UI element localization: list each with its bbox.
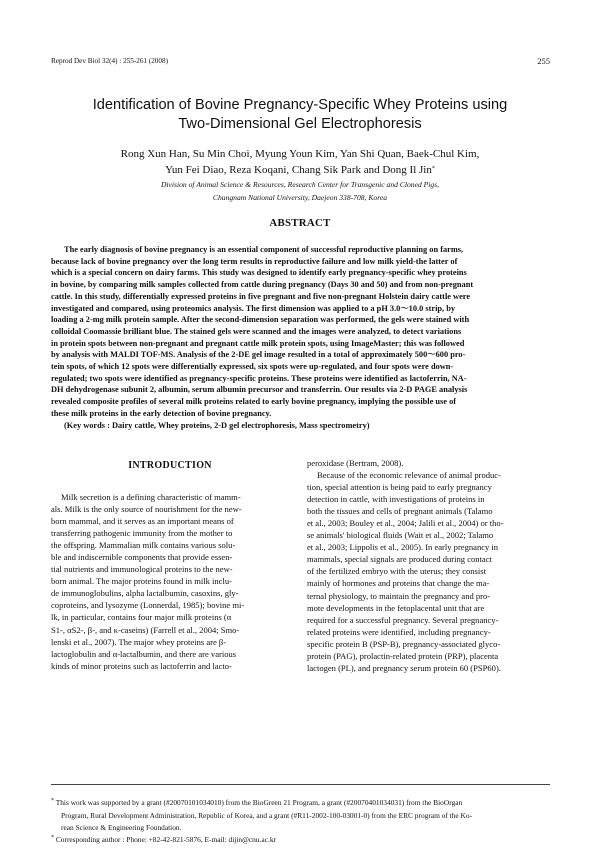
affiliation-line: Chungnam National University, Daejeon 338-708, Korea [212,193,388,202]
body-line: kinds of minor proteins such as lactoferrin and lacto- [51,660,232,671]
body-line: detection in cattle, with investigations of proteins in [307,494,485,505]
body-line: mainly of hormones and proteins that change the ma- [307,578,490,589]
body-line: the offspring. Mammalian milk contains various solu- [51,540,236,551]
abstract-body [51,244,550,431]
corresponding-footnote [51,832,550,847]
body-line: transferring pathogenic immunity from the mother to [51,528,233,539]
abstract-line: these milk proteins in the early detection of bovine pregnancy. [51,408,272,418]
abstract-line: because lack of bovine pregnancy over the long term results in reproductive failure and low milk yield-the latter of [51,256,458,266]
body-line: lactogen (PL), and pregnancy serum protein 60 (PSP60). [307,662,501,673]
abstract-line: in protein spots between non-pregnant and pregnant cattle milk protein spots, using ImageMaster; this was followed [51,338,465,348]
body-line: lk, in particular, contains four major milk proteins (α [51,612,232,623]
abstract-line: tein spots, of which 12 spots were differentially expressed, six spots were up-regulated, and four spots were down- [51,362,454,372]
title-line: Identification of Bovine Pregnancy-Specific Whey Proteins using [92,97,508,113]
abstract-heading: ABSTRACT [269,217,331,229]
affiliation [60,178,540,204]
author-line [60,162,540,178]
footnote-line: * This work was supported by a grant (#20070101034010) from the BioGreen 21 Program, a grant (#20070401034031) from the BioOrgan [51,798,463,807]
body-line: mammals, special signals are produced during contact [307,554,492,565]
body-line: tion, special attention is being paid to early pregnancy [307,482,492,493]
body-line: de immunoglobulins, alpha lactalbumin, casoxins, gly- [51,588,239,599]
abstract-line: colloidal Coomassie brilliant blue. The stained gels were scanned and the images were analyzed, to detect variations [51,326,462,336]
body-line: born mammal, and it serves as an important means of [51,516,234,527]
author-line: Rong Xun Han, Su Min Choi, Myung Youn Kim, Yan Shi Quan, Baek-Chul Kim, [120,148,480,160]
corresponding-mark: * [431,166,435,172]
body-line: ternal physiology, to maintain the pregnancy and pro- [307,590,491,601]
right-column [307,457,550,674]
body-line: of the fertilized embryo with the uterus; they consist [307,566,486,577]
body-line: specific protein B (PSP-B), pregnancy-associated glyco- [307,638,501,649]
body-line: lactoglobulin and α-lactalbumin, and there are various [51,648,237,659]
body-line: required for a successful pregnancy. Several pregnancy- [307,614,499,625]
body-line: se animals' biological fluids (Wait et al., 2002; Talamo [307,530,494,541]
body-line: born animal. The major proteins found in milk inclu- [51,576,232,587]
footnote-line: Program, Rural Development Administration, Republic of Korea, and a grant (#R11-2002-100-03001-0) from the ERC program of the Ko- [61,810,473,820]
body-line: related proteins were identified, including pregnancy- [307,626,491,637]
title-line: Two-Dimensional Gel Electrophoresis [178,116,422,132]
body-line: both the tissues and cells of pregnant animals (Talamo [307,506,493,517]
abstract-line: DH dehydrogenase subunit 2, albumin, serum albumin precursor and transferrin. Our results via 2-D PAGE analysis [51,385,468,395]
abstract-line: by analysis with MALDI TOF-MS. Analysis of the 2-DE gel image resulted in a total of approximately 500～600 pro- [51,350,466,360]
body-line: ble and indiscernible components that provide essen- [51,552,233,563]
footnote-divider [51,784,550,785]
abstract-line: in bovine, by comparing milk samples collected from cattle during pregnancy (Days 30 and 50) and from non-pregnant [51,280,474,290]
journal-citation: Reprod Dev Biol 32(4) : 255-261 (2008) [51,57,168,65]
body-line: et al., 2003; Bouley et al., 2004; Jalili et al., 2004) or tho- [307,518,504,529]
body-line: tial nutrients and immunological proteins to the new- [51,564,233,575]
body-line: coproteins, and lysozyme (Lonnerdal, 1985); bovine mi- [51,600,245,611]
body-line: S1-, αS2-, β-, and κ-caseins) (Farrell et al., 2004; Smo- [51,624,240,635]
affiliation-line: Division of Animal Science & Resources, Research Center for Transgenic and Cloned Pigs, [160,180,440,189]
footnote-text: This work was supported by a grant (#20070101034010) from the BioGreen 21 Program, a grant (#20070401034031) from the BioOrgan [55,798,463,807]
abstract-line: which is a special concern on dairy farms. This study was designed to identify early pregnancy-specific whey proteins [51,268,467,278]
left-column [51,460,289,672]
funding-footnote [51,795,550,835]
running-header [51,55,550,67]
abstract-line: cattle. In this study, differentially expressed proteins in five pregnant and five non-pregnant Holstein dairy cattle were [51,291,471,301]
article-title [40,96,560,134]
abstract-line: regulated; two spots were identified as pregnancy-specific proteins. These proteins were identified as lactoferrin, NA- [51,373,467,383]
author-line-text: Yun Fei Diao, Reza Koqani, Chang Sik Park and Dong Il Jin [165,164,432,176]
keywords: (Key words : Dairy cattle, Whey proteins, 2-D gel electrophoresis, Mass spectrometry) [64,420,370,430]
page-number: 255 [537,56,550,66]
abstract-line: The early diagnosis of bovine pregnancy is an essential component of successful reproductive planning on farms, [64,245,464,254]
footnote-line: rean Science & Engineering Foundation. [61,823,182,833]
body-line: Milk secretion is a defining characteristic of mamm- [61,492,241,502]
introduction-heading: INTRODUCTION [128,460,212,471]
body-line: et al., 2003; Lippolis et al., 2005). In early pregnancy in [307,542,499,553]
abstract-line: investigated and compared, using proteomics analysis. The first dimension was applied to a pH 3.0～10.0 strip, by [51,303,456,313]
footnote-line: * Corresponding author : Phone: +82-42-821-5876, E-mail: dijin@cnu.ac.kr [51,835,276,844]
body-line: Because of the economic relevance of animal produc- [317,470,501,481]
body-line: mote developments in the fetoplacental unit that are [307,602,485,613]
body-line: peroxidase (Bertram, 2008). [307,458,404,468]
body-line: als. Milk is the only source of nourishment for the new- [51,504,242,515]
body-line: protein (PAG), prolactin-related protein (PRP), placenta [307,650,499,661]
abstract-line: loading a 2-mg milk protein sample. After the second-dimension separation was performed, the gels were stained with [51,315,470,325]
body-line: lenski et al., 2007). The major whey proteins are β- [51,636,227,647]
abstract-line: revealed composite profiles of several milk proteins related to early bovine pregnancy, implying the possible use of [51,397,457,407]
author-list [60,147,540,178]
footnote-text: Corresponding author : Phone: +82-42-821-5876, E-mail: dijin@cnu.ac.kr [55,835,276,844]
